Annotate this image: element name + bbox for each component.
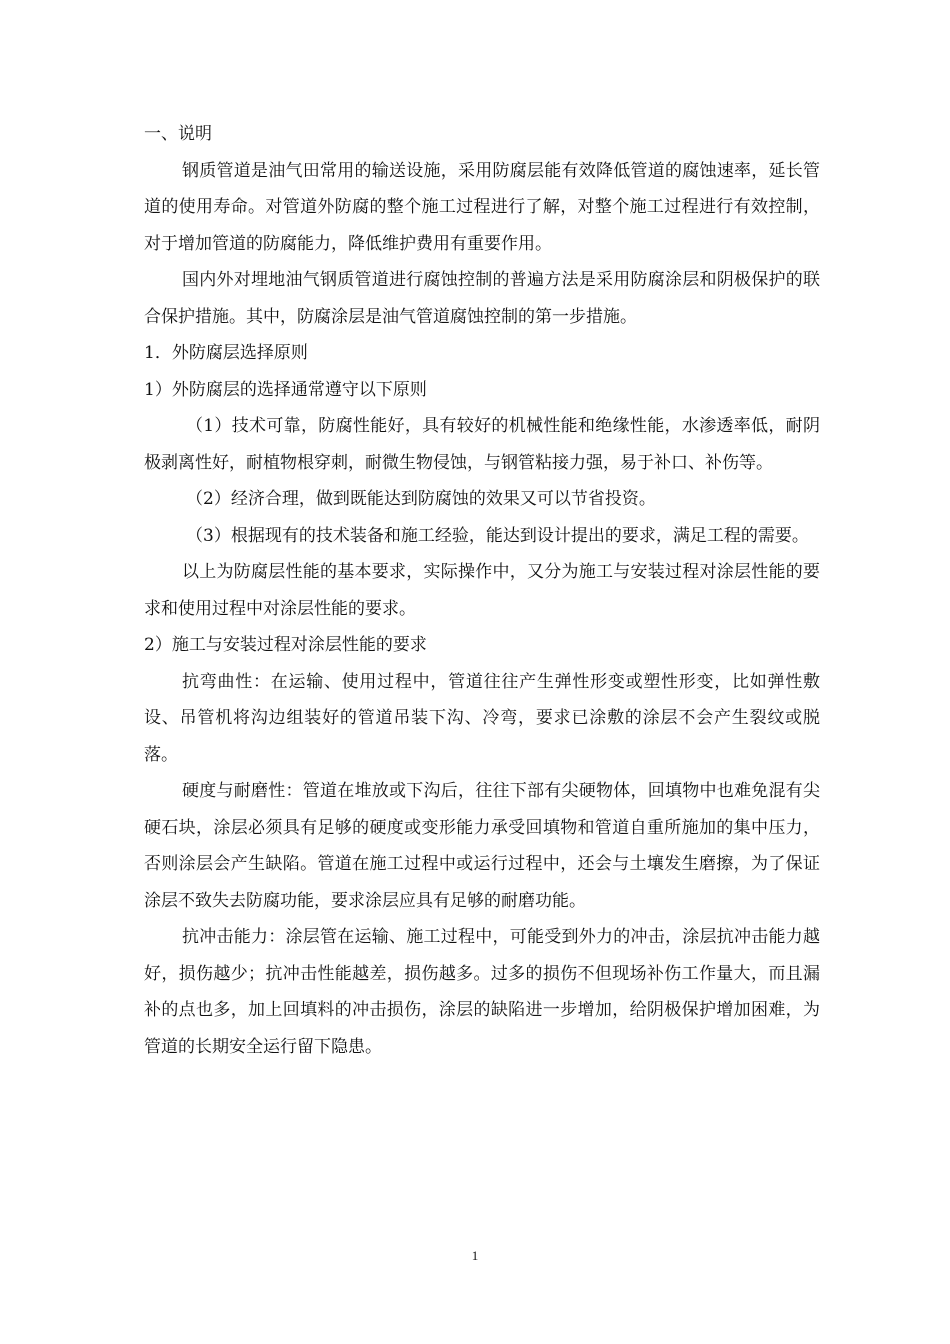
page-number: 1 [471, 1248, 479, 1263]
paragraph: 以上为防腐层性能的基本要求，实际操作中，又分为施工与安装过程对涂层性能的要求和使用过程中对涂层性能的要求。 [144, 562, 820, 619]
paragraph: 钢质管道是油气田常用的输送设施，采用防腐层能有效降低管道的腐蚀速率，延长管道的使用寿命。对管道外防腐的整个施工过程进行了解，对整个施工过程进行有效控制，对于增加管道的防腐能力，降低维护费用有重要作用。 [144, 160, 820, 254]
subsection-heading: 1）外防腐层的选择通常遵守以下原则 [144, 379, 427, 400]
paragraph: 抗弯曲性：在运输、使用过程中，管道往往产生弹性形变或塑性形变，比如弹性敷设、吊管机将沟边组装好的管道吊装下沟、冷弯，要求已涂敷的涂层不会产生裂纹或脱落。 [144, 671, 820, 765]
document-body [144, 116, 820, 1065]
list-item: （1）技术可靠，防腐性能好，具有较好的机械性能和绝缘性能，水渗透率低，耐阴极剥离性好，耐植物根穿刺，耐微生物侵蚀，与钢管粘接力强，易于补口、补伤等。 [144, 416, 820, 473]
section-heading: 一、说明 [144, 124, 212, 144]
paragraph: 硬度与耐磨性：管道在堆放或下沟后，往往下部有尖硬物体，回填物中也难免混有尖硬石块，涂层必须具有足够的硬度或变形能力承受回填物和管道自重所施加的集中压力，否则涂层会产生缺陷。管道在施工过程中或运行过程中，还会与土壤发生磨擦，为了保证涂层不致失去防腐功能，要求涂层应具有足够的耐磨功能。 [144, 781, 820, 911]
list-item: （2）经济合理，做到既能达到防腐蚀的效果又可以节省投资。 [186, 489, 656, 509]
list-item: （3）根据现有的技术装备和施工经验，能达到设计提出的要求，满足工程的需要。 [186, 525, 809, 546]
paragraph: 国内外对埋地油气钢质管道进行腐蚀控制的普遍方法是采用防腐涂层和阴极保护的联合保护措施。其中，防腐涂层是油气管道腐蚀控制的第一步措施。 [144, 270, 820, 327]
subsection-heading: 1．外防腐层选择原则 [144, 343, 308, 363]
subsection-heading: 2）施工与安装过程对涂层性能的要求 [144, 635, 427, 655]
paragraph: 抗冲击能力：涂层管在运输、施工过程中，可能受到外力的冲击，涂层抗冲击能力越好，损伤越少；抗冲击性能越差，损伤越多。过多的损伤不但现场补伤工作量大，而且漏补的点也多，加上回填料的冲击损伤，涂层的缺陷进一步增加，给阴极保护增加困难，为管道的长期安全运行留下隐患。 [144, 927, 820, 1057]
